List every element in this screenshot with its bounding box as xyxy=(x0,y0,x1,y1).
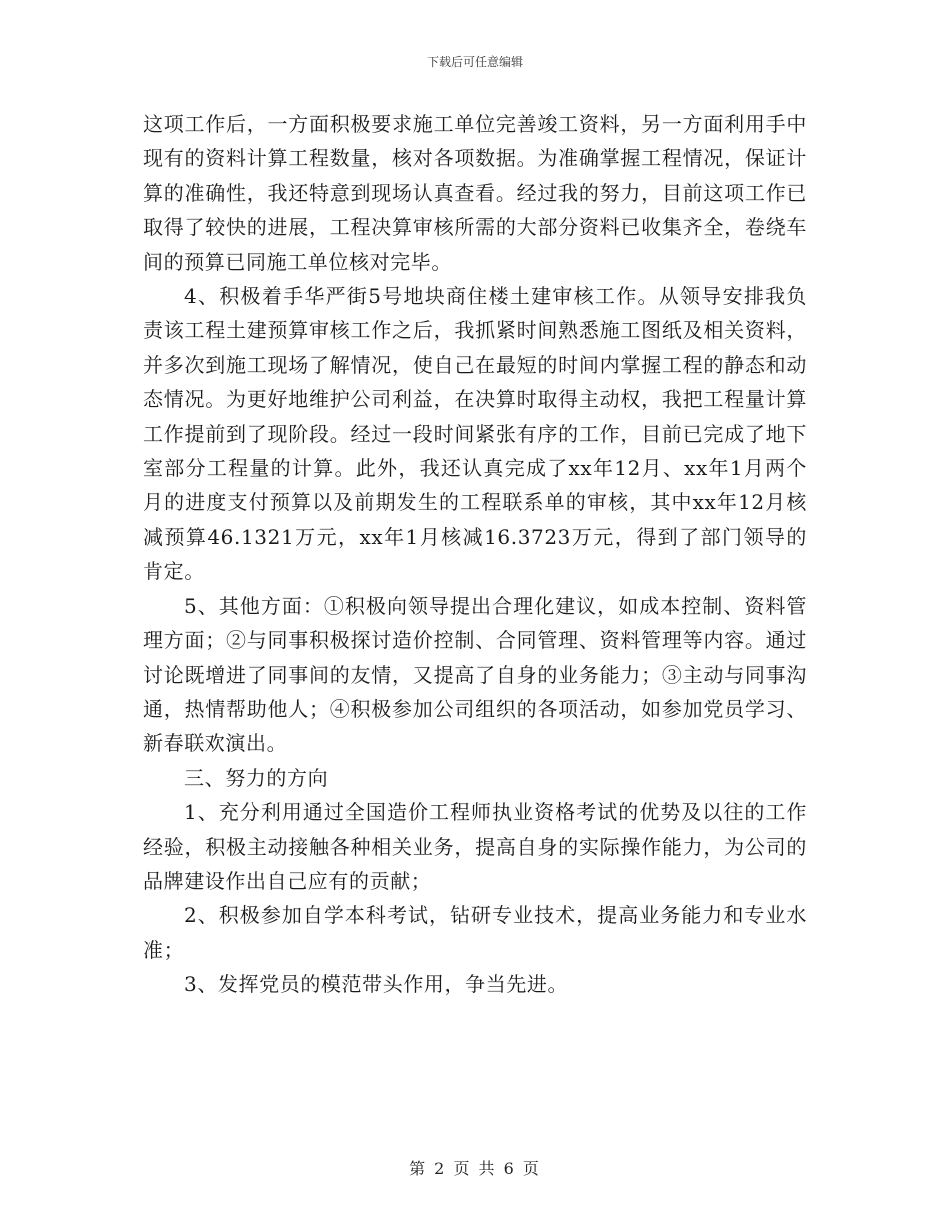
paragraph-item-4: 4、积极着手华严街5号地块商住楼土建审核工作。从领导安排我负责该工程土建预算审核工作之后，我抓紧时间熟悉施工图纸及相关资料，并多次到施工现场了解情况，使自己在最短的时间内掌握工程的静态和动态情况。为更好地维护公司利益，在决算时取得主动权，我把工程量计算工作提前到了现阶段。经过一段时间紧张有序的工作，目前已完成了地下室部分工程量的计算。此外，我还认真完成了xx年12月、xx年1月两个月的进度支付预算以及前期发生的工程联系单的审核，其中xx年12月核减预算46.1321万元，xx年1月核减16.3723万元，得到了部门领导的肯定。 xyxy=(143,284,807,584)
document-body xyxy=(143,107,807,1002)
paragraph-direction-1: 1、充分利用通过全国造价工程师执业资格考试的优势及以往的工作经验，积极主动接触各种相关业务，提高自身的实际操作能力，为公司的品牌建设作出自己应有的贡献； xyxy=(143,800,807,893)
paragraph-direction-2: 2、积极参加自学本科考试，钻研专业技术，提高业务能力和专业水准； xyxy=(143,903,807,962)
paragraph-continuation: 这项工作后，一方面积极要求施工单位完善竣工资料，另一方面利用手中现有的资料计算工程数量，核对各项数据。为准确掌握工程情况，保证计算的准确性，我还特意到现场认真查看。经过我的努力，目前这项工作已取得了较快的进展，工程决算审核所需的大部分资料已收集齐全，卷绕车间的预算已同施工单位核对完毕。 xyxy=(143,112,807,274)
page-header: 下载后可任意编辑 xyxy=(426,55,523,69)
paragraph-direction-3: 3、发挥党员的模范带头作用，争当先进。 xyxy=(184,972,569,997)
section-heading-3: 三、努力的方向 xyxy=(184,765,329,790)
paragraph-item-5: 5、其他方面：①积极向领导提出合理化建议，如成本控制、资料管理方面；②与同事积极探讨造价控制、合同管理、资料管理等内容。通过讨论既增进了同事间的友情，又提高了自身的业务能力；③主动与同事沟通，热情帮助他人；④积极参加公司组织的各项活动，如参加党员学习、新春联欢演出。 xyxy=(143,593,807,756)
page-number: 第 2 页 共 6 页 xyxy=(409,1159,541,1178)
